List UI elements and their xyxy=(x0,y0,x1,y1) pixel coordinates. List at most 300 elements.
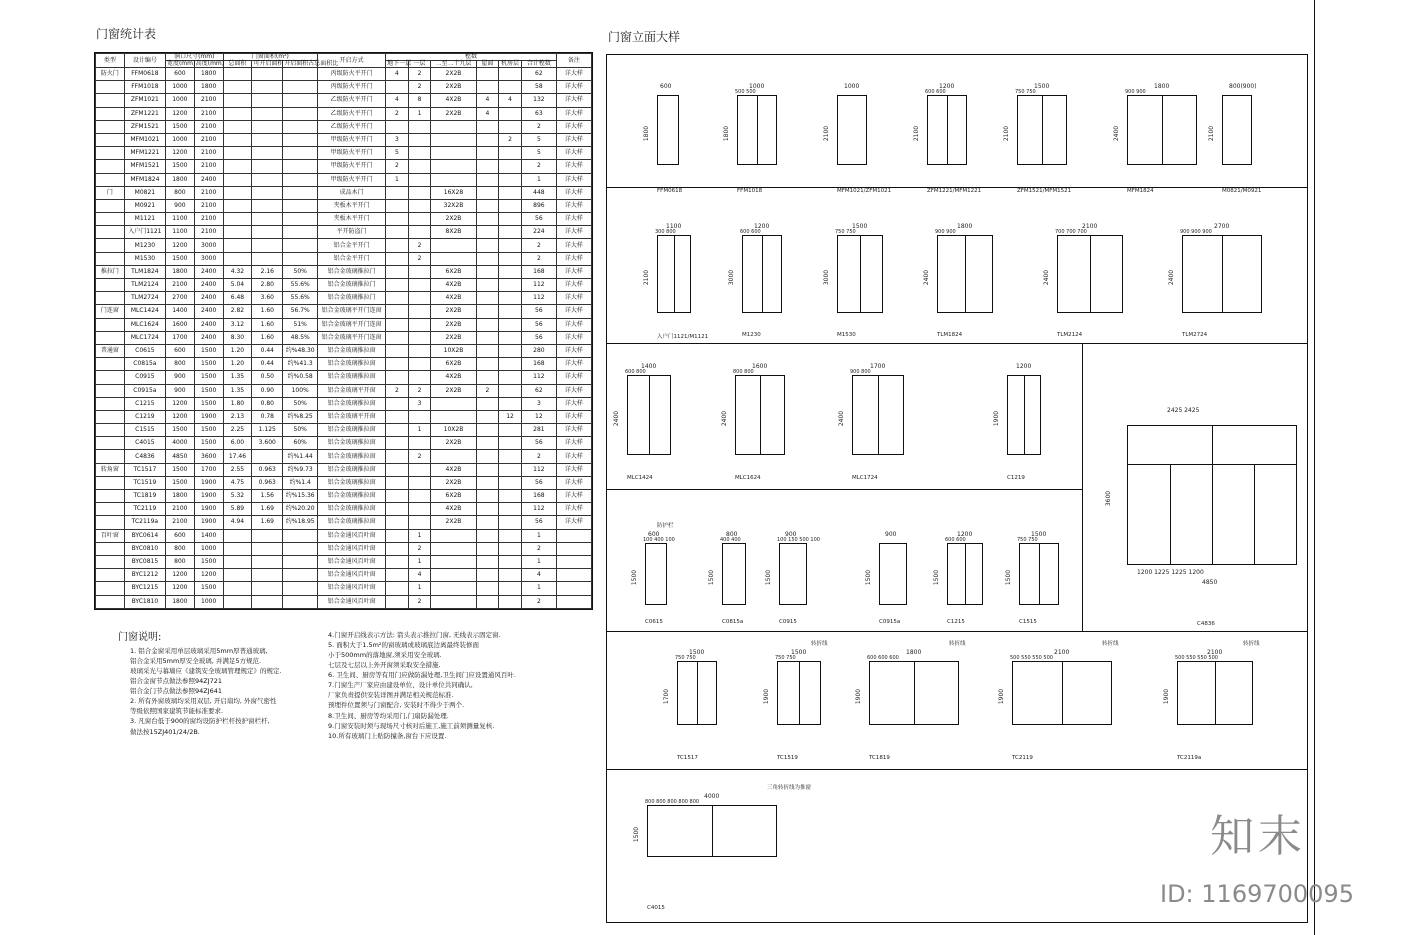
cell-total: 448 xyxy=(521,186,556,199)
cell-f2 xyxy=(431,450,476,463)
cell-h: 1500 xyxy=(194,424,223,437)
width-dimension: 800 xyxy=(726,531,738,538)
cell-note: 详大样 xyxy=(556,371,591,384)
cell-b1 xyxy=(386,186,409,199)
cell-h: 2100 xyxy=(194,226,223,239)
cell-area xyxy=(223,252,252,265)
elevation-code: TC2119a xyxy=(1177,755,1202,761)
height-dimension: 1900 xyxy=(1163,688,1171,705)
cell-w: 1600 xyxy=(165,318,194,331)
cell-f1 xyxy=(408,173,431,186)
cell-roof xyxy=(476,371,499,384)
elevation-code: C0815a xyxy=(722,619,744,625)
cell-code: C1215 xyxy=(124,397,165,410)
sub-total-area: 总面积 xyxy=(223,61,252,68)
cell-type xyxy=(96,133,125,146)
cell-f1 xyxy=(408,516,431,529)
cell-note: 详大样 xyxy=(556,279,591,292)
cell-openarea xyxy=(252,120,283,133)
cell-area: 1.35 xyxy=(223,371,252,384)
cell-code: C0915a xyxy=(124,384,165,397)
cell-f1 xyxy=(408,490,431,503)
cell-type xyxy=(96,173,125,186)
height-dimension: 1800 xyxy=(643,125,651,142)
cell-total: 5 xyxy=(521,147,556,160)
cell-f2: 10X2B xyxy=(431,424,476,437)
cell-open: 铝合金平开门 xyxy=(318,252,386,265)
cell-area xyxy=(223,107,252,120)
elevation-frame xyxy=(852,375,904,455)
cell-roof xyxy=(476,147,499,160)
cell-roof xyxy=(476,133,499,146)
sub-dimension: 100 400 100 xyxy=(643,537,675,543)
cell-b1: 2 xyxy=(386,107,409,120)
annotation-note: 转折线 xyxy=(949,641,966,647)
height-dimension: 1900 xyxy=(763,688,771,705)
cell-openarea xyxy=(252,226,283,239)
sheet-edge-line xyxy=(1314,0,1315,935)
cell-roof xyxy=(476,595,499,609)
cell-area xyxy=(223,542,252,555)
cell-f1: 1 xyxy=(408,424,431,437)
note-line: 1. 铝合金窗采用单层玻璃采用5mm厚普通玻璃, xyxy=(130,647,268,655)
sub-dimension: 750 750 xyxy=(1015,89,1036,95)
cell-f1 xyxy=(408,463,431,476)
cell-f2: 2X2B xyxy=(431,516,476,529)
cell-area: 5.89 xyxy=(223,503,252,516)
sub-dimension: 750 750 xyxy=(775,655,796,661)
door-window-schedule-table xyxy=(94,52,593,610)
cell-mech xyxy=(499,81,522,94)
note-line: 6. 卫生间、厨房等有用门应做防漏处理,卫生间门应设置通风百叶. xyxy=(328,671,516,680)
cell-ratio: 100% xyxy=(283,384,318,397)
cell-h: 1900 xyxy=(194,503,223,516)
cell-openarea xyxy=(252,450,283,463)
cell-h: 2100 xyxy=(194,107,223,120)
elevation-code: TC1819 xyxy=(869,755,890,761)
sub-f2: 二至二十九层 xyxy=(431,61,476,68)
width-dimension: 1400 xyxy=(641,363,657,370)
cell-f1 xyxy=(408,226,431,239)
elevation-code: TLM2124 xyxy=(1057,332,1083,338)
note-line: 4.门窗开启线表示方法: 箭头表示推拉门窗, 无线表示固定窗. xyxy=(328,631,501,639)
cell-mech xyxy=(499,292,522,305)
cell-total: 3 xyxy=(521,397,556,410)
cell-b1 xyxy=(386,397,409,410)
cell-h: 1500 xyxy=(194,397,223,410)
cell-mech xyxy=(499,424,522,437)
annotation-note: 三角转折线为推窗 xyxy=(767,785,812,791)
height-dimension: 2400 xyxy=(1043,269,1051,286)
elevation-code: C1219 xyxy=(1007,475,1025,481)
cell-mech xyxy=(499,529,522,542)
cell-w: 1200 xyxy=(165,582,194,595)
width-dimension: 1200 xyxy=(939,83,955,90)
cell-type xyxy=(96,450,125,463)
cell-f2 xyxy=(431,410,476,423)
height-dimension: 2100 xyxy=(1003,125,1011,142)
cell-b1 xyxy=(386,410,409,423)
c4836-code: C4836 xyxy=(1197,621,1215,627)
cell-w: 800 xyxy=(165,186,194,199)
cell-total: 4 xyxy=(521,569,556,582)
width-dimension: 1800 xyxy=(1154,83,1170,90)
cell-total: 281 xyxy=(521,424,556,437)
cell-note: 详大样 xyxy=(556,331,591,344)
cell-type xyxy=(96,503,125,516)
height-dimension: 2400 xyxy=(613,410,621,427)
cell-f2: 16X28 xyxy=(431,186,476,199)
width-dimension: 1800 xyxy=(906,649,922,656)
height-dimension: 2100 xyxy=(913,125,921,142)
cell-f2: 2X2B xyxy=(431,305,476,318)
cell-b1: 5 xyxy=(386,147,409,160)
cell-h: 1400 xyxy=(194,529,223,542)
cell-total: 168 xyxy=(521,490,556,503)
width-dimension: 1600 xyxy=(752,363,768,370)
cell-openarea: 1.56 xyxy=(252,490,283,503)
cell-b1 xyxy=(386,199,409,212)
cell-f1 xyxy=(408,344,431,357)
cell-f2: 6X2B xyxy=(431,265,476,278)
cell-note: 详大样 xyxy=(556,476,591,489)
cell-ratio xyxy=(283,107,318,120)
width-dimension: 1500 xyxy=(1031,531,1047,538)
cell-h: 2400 xyxy=(194,279,223,292)
cell-area: 17.46 xyxy=(223,450,252,463)
cell-h: 1000 xyxy=(194,542,223,555)
cell-area xyxy=(223,147,252,160)
cell-openarea: 0.90 xyxy=(252,384,283,397)
sub-dimension: 600 600 xyxy=(945,537,966,543)
cell-f2 xyxy=(431,595,476,609)
cell-area xyxy=(223,555,252,568)
table-row xyxy=(96,107,592,120)
height-dimension: 2400 xyxy=(721,410,729,427)
cell-type xyxy=(96,94,125,107)
cell-roof xyxy=(476,516,499,529)
cell-code: MLC1624 xyxy=(124,318,165,331)
width-dimension: 1700 xyxy=(870,363,886,370)
cell-area xyxy=(223,199,252,212)
cell-ratio xyxy=(283,239,318,252)
cell-code: FFM1018 xyxy=(124,81,165,94)
cell-ratio xyxy=(283,94,318,107)
cell-code: TC2119a xyxy=(124,516,165,529)
cell-total: 58 xyxy=(521,81,556,94)
cell-code: TC2119 xyxy=(124,503,165,516)
cell-type xyxy=(96,397,125,410)
cell-open: 铝合金玻璃推拉门 xyxy=(318,265,386,278)
cell-mech xyxy=(499,397,522,410)
cell-f2: 2X2B xyxy=(431,107,476,120)
cell-b1 xyxy=(386,252,409,265)
col-area: 门窗面积(m²) xyxy=(223,54,318,61)
cell-roof xyxy=(476,476,499,489)
cell-mech xyxy=(499,555,522,568)
cell-w: 1500 xyxy=(165,424,194,437)
cell-mech xyxy=(499,68,522,81)
cell-w: 1500 xyxy=(165,476,194,489)
cell-ratio: 约%18.95 xyxy=(283,516,318,529)
sub-dimension: 900 800 xyxy=(850,369,871,375)
cell-f1 xyxy=(408,120,431,133)
cell-roof xyxy=(476,226,499,239)
cell-h: 3000 xyxy=(194,239,223,252)
elevation-frame xyxy=(1182,235,1262,313)
cell-roof xyxy=(476,279,499,292)
cell-mech xyxy=(499,384,522,397)
width-dimension: 800(900) xyxy=(1229,83,1257,90)
c4836-width-dimension: 2425 2425 xyxy=(1167,407,1200,414)
elevation-frame xyxy=(1019,543,1059,605)
table-row xyxy=(96,120,592,133)
cell-code: TLM1824 xyxy=(124,265,165,278)
table-row xyxy=(96,490,592,503)
height-dimension: 1500 xyxy=(765,569,773,586)
cell-openarea: 0.44 xyxy=(252,358,283,371)
cell-note xyxy=(556,569,591,582)
cell-open: 甲级防火平开门 xyxy=(318,173,386,186)
cell-f2: 2X2B xyxy=(431,318,476,331)
note-line: 预埋件位置须与门窗配合, 安装时不得少于两个. xyxy=(328,701,465,710)
height-dimension: 1800 xyxy=(723,125,731,142)
cell-area: 6.48 xyxy=(223,292,252,305)
width-dimension: 2700 xyxy=(1214,223,1230,230)
elevations-title: 门窗立面大样 xyxy=(608,30,681,44)
cell-mech xyxy=(499,265,522,278)
cell-b1 xyxy=(386,265,409,278)
cell-area: 4.32 xyxy=(223,265,252,278)
cell-f1: 3 xyxy=(408,397,431,410)
elevation-frame xyxy=(657,235,691,313)
cell-openarea: 2.80 xyxy=(252,279,283,292)
width-dimension: 1000 xyxy=(749,83,765,90)
cell-area: 2.25 xyxy=(223,424,252,437)
cell-openarea xyxy=(252,94,283,107)
cell-h: 2100 xyxy=(194,213,223,226)
sub-dimension: 800 800 xyxy=(733,369,754,375)
cell-ratio xyxy=(283,160,318,173)
notes-heading: 门窗说明: xyxy=(118,632,162,643)
cell-type xyxy=(96,331,125,344)
height-dimension: 3000 xyxy=(728,269,736,286)
cell-note: 详大样 xyxy=(556,397,591,410)
cell-open: 铝合金玻璃推拉窗 xyxy=(318,397,386,410)
cell-h: 1800 xyxy=(194,81,223,94)
table-row xyxy=(96,331,592,344)
cell-f2: 2X2B xyxy=(431,68,476,81)
elevation-code: FFM0618 xyxy=(657,188,683,194)
cell-f1 xyxy=(408,318,431,331)
cell-w: 1800 xyxy=(165,265,194,278)
cell-h: 1500 xyxy=(194,371,223,384)
cell-area: 3.12 xyxy=(223,318,252,331)
cell-b1 xyxy=(386,331,409,344)
cell-b1 xyxy=(386,542,409,555)
cell-f1 xyxy=(408,476,431,489)
cell-mech xyxy=(499,279,522,292)
cell-h: 2400 xyxy=(194,305,223,318)
cell-ratio xyxy=(283,199,318,212)
cell-total: 896 xyxy=(521,199,556,212)
col-code: 设计编号 xyxy=(124,54,165,68)
elevation-frame xyxy=(869,661,959,725)
cell-f1 xyxy=(408,503,431,516)
cell-w: 600 xyxy=(165,529,194,542)
cell-openarea: 0.963 xyxy=(252,463,283,476)
table-row xyxy=(96,503,592,516)
cell-area xyxy=(223,160,252,173)
cell-area xyxy=(223,68,252,81)
cell-area xyxy=(223,133,252,146)
cell-code: TC1819 xyxy=(124,490,165,503)
cell-b1 xyxy=(386,503,409,516)
cell-b1 xyxy=(386,569,409,582)
cell-w: 2100 xyxy=(165,279,194,292)
cell-f1 xyxy=(408,437,431,450)
elevation-code: MLC1724 xyxy=(852,475,878,481)
c4836-height-dimension: 3600 xyxy=(1105,490,1113,507)
cell-ratio: 56.7% xyxy=(283,305,318,318)
c4836-total-dimension: 4850 xyxy=(1202,579,1218,586)
table-row xyxy=(96,252,592,265)
cell-open: 铝合金平开门 xyxy=(318,239,386,252)
cell-openarea: 1.69 xyxy=(252,503,283,516)
cell-type xyxy=(96,160,125,173)
brand-id: ID: 1169700095 xyxy=(1160,880,1354,908)
elevation-frame xyxy=(937,235,993,313)
cell-area xyxy=(223,569,252,582)
cell-w: 1200 xyxy=(165,239,194,252)
sub-dimension: 750 750 xyxy=(1017,537,1038,543)
cell-ratio xyxy=(283,213,318,226)
cell-openarea: 0.50 xyxy=(252,371,283,384)
elevation-code: TC2119 xyxy=(1012,755,1033,761)
annotation-note: 转折线 xyxy=(811,641,828,647)
height-dimension: 3000 xyxy=(823,269,831,286)
cell-total: 2 xyxy=(521,160,556,173)
cell-area xyxy=(223,595,252,609)
table-row xyxy=(96,397,592,410)
elevation-frame xyxy=(1007,375,1041,455)
cell-mech xyxy=(499,569,522,582)
cell-ratio: 约%9.73 xyxy=(283,463,318,476)
cell-ratio: 51% xyxy=(283,318,318,331)
note-line: 8.卫生间、厨房等均采用门,门扇防漏处理. xyxy=(328,711,449,720)
cell-openarea: 2.16 xyxy=(252,265,283,278)
cell-open: 铝合金玻璃平开门连窗 xyxy=(318,305,386,318)
cell-open: 铝合金玻璃平开窗 xyxy=(318,384,386,397)
cell-note xyxy=(556,595,591,609)
cell-open: 丙级防火平开门 xyxy=(318,68,386,81)
sub-dimension: 500 500 xyxy=(735,89,756,95)
cell-w: 1500 xyxy=(165,120,194,133)
cell-h: 2400 xyxy=(194,331,223,344)
cell-w: 800 xyxy=(165,555,194,568)
cell-code: MFM1021 xyxy=(124,133,165,146)
cell-note: 详大样 xyxy=(556,424,591,437)
cell-roof xyxy=(476,569,499,582)
cell-mech xyxy=(499,160,522,173)
cell-roof xyxy=(476,582,499,595)
cell-h: 1000 xyxy=(194,595,223,609)
cell-f2: 4X2B xyxy=(431,94,476,107)
cell-w: 1100 xyxy=(165,226,194,239)
cell-note xyxy=(556,555,591,568)
table-row xyxy=(96,371,592,384)
cell-open: 铝合金玻璃推拉窗 xyxy=(318,450,386,463)
cell-b1 xyxy=(386,226,409,239)
cell-open: 甲级防火平开门 xyxy=(318,133,386,146)
cell-f2: 4X2B xyxy=(431,292,476,305)
table-row xyxy=(96,226,592,239)
cell-note: 详大样 xyxy=(556,516,591,529)
cell-f2: 4X2B xyxy=(431,279,476,292)
sub-dimension: 500 550 550 500 xyxy=(1175,655,1218,661)
table-row xyxy=(96,199,592,212)
cell-total: 112 xyxy=(521,279,556,292)
table-row xyxy=(96,305,592,318)
table-row xyxy=(96,582,592,595)
width-dimension: 600 xyxy=(648,531,660,538)
cell-f2: 2X2B xyxy=(431,81,476,94)
sub-dimension: 900 900 xyxy=(1125,89,1146,95)
cell-openarea: 0.80 xyxy=(252,397,283,410)
cell-roof xyxy=(476,318,499,331)
table-row xyxy=(96,476,592,489)
sub-f1: 一层 xyxy=(408,61,431,68)
cell-note: 详大样 xyxy=(556,292,591,305)
cell-open: 铝合金玻璃平开窗 xyxy=(318,410,386,423)
cell-b1 xyxy=(386,595,409,609)
width-dimension: 1000 xyxy=(844,83,860,90)
cell-roof xyxy=(476,542,499,555)
cell-ratio xyxy=(283,595,318,609)
height-dimension: 1500 xyxy=(865,569,873,586)
cell-type xyxy=(96,120,125,133)
cell-mech xyxy=(499,107,522,120)
cell-roof xyxy=(476,213,499,226)
height-dimension: 2100 xyxy=(1208,125,1216,142)
cell-area: 4.75 xyxy=(223,476,252,489)
elevation-frame xyxy=(927,95,967,165)
cell-roof xyxy=(476,305,499,318)
note-line: 七层及七层以上外开窗须采取安全措施. xyxy=(328,661,441,670)
cell-w: 1800 xyxy=(165,490,194,503)
height-dimension: 2400 xyxy=(838,410,846,427)
cell-area xyxy=(223,81,252,94)
cell-roof: 4 xyxy=(476,94,499,107)
cell-ratio: 约%1.4 xyxy=(283,476,318,489)
cell-total: 132 xyxy=(521,94,556,107)
cell-open: 铝合金玻璃推拉窗 xyxy=(318,437,386,450)
cell-mech xyxy=(499,305,522,318)
cell-f1: 2 xyxy=(408,81,431,94)
cell-f2 xyxy=(431,397,476,410)
cell-total: 224 xyxy=(521,226,556,239)
cell-f1 xyxy=(408,160,431,173)
cell-code: C1515 xyxy=(124,424,165,437)
cell-total: 56 xyxy=(521,318,556,331)
cell-b1 xyxy=(386,81,409,94)
cell-total: 1 xyxy=(521,173,556,186)
cell-f2: 2X2B xyxy=(431,331,476,344)
cell-type xyxy=(96,318,125,331)
cell-area: 2.55 xyxy=(223,463,252,476)
cell-mech xyxy=(499,213,522,226)
note-line: 小于500mm的落地窗,须采用安全玻璃. xyxy=(328,651,442,660)
